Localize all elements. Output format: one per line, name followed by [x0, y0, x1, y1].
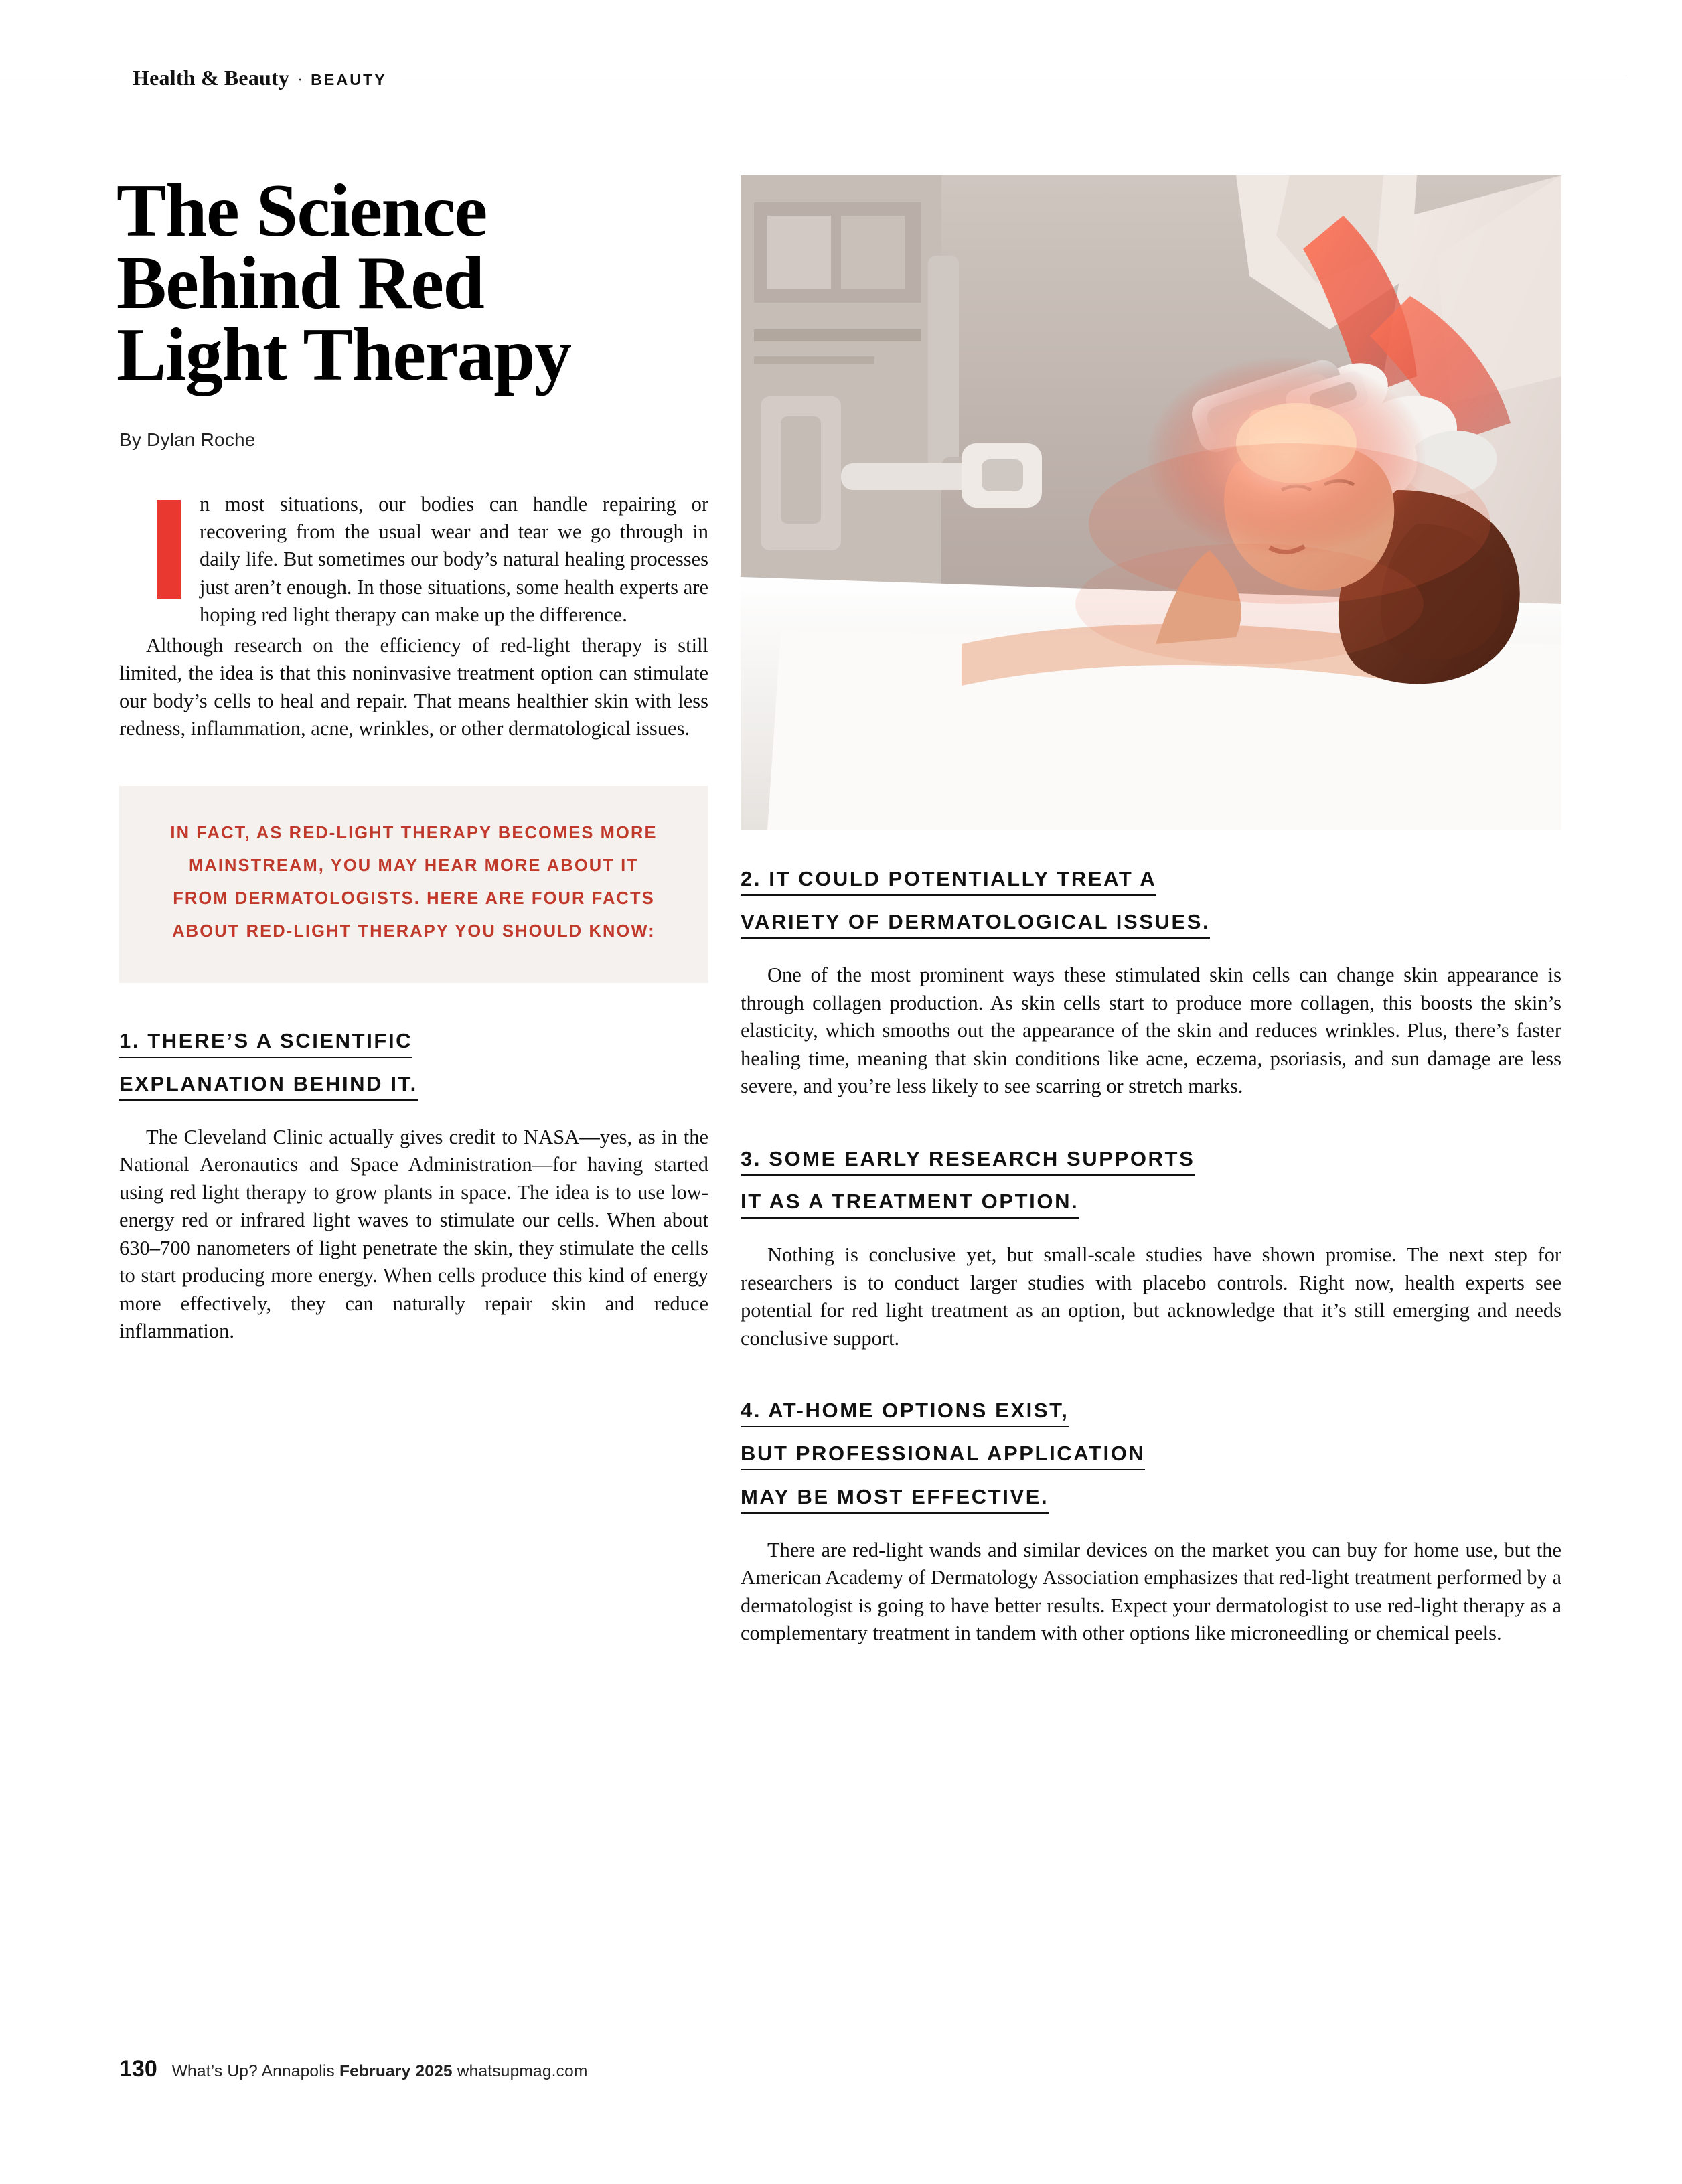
- running-head-kicker: [118, 66, 402, 90]
- section-3-heading: [741, 1142, 1561, 1219]
- page-footer: [119, 2056, 588, 2082]
- running-head-separator: ·: [297, 71, 303, 89]
- section-4-heading-line-1: 4. AT-HOME OPTIONS EXIST,: [741, 1399, 1069, 1427]
- headline-line-2: Behind Red: [117, 241, 484, 325]
- headline-line-1: The Science: [117, 169, 487, 252]
- section-2-body: One of the most prominent ways these stimulated skin cells can change skin appearance is through collagen production. As skin cells start to produce more collagen, this boosts the skin’s elasticity, which smooths out the appearance of the skin and reduces wrinkles. Plus, there’s faster healing time, meaning that skin conditions like acne, eczema, psoriasis, and sun damage are less severe, and you’re less likely to see scarring or stretch marks.: [741, 963, 1561, 1098]
- section-4-heading-line-2: BUT PROFESSIONAL APPLICATION: [741, 1441, 1145, 1470]
- page-title: [117, 169, 708, 397]
- section-3-heading-line-2: IT AS A TREATMENT OPTION.: [741, 1190, 1079, 1219]
- headline-line-3: Light Therapy: [117, 313, 571, 397]
- page-number: 130: [119, 2056, 157, 2082]
- footer-meta: [172, 2062, 588, 2081]
- second-paragraph: Although research on the efficiency of red-light therapy is still limited, the idea is that this noninvasive treatment option can stimulate our body’s cells to heal and repair. That means healthier skin with less redness, inflammation, acne, wrinkles, or other dermatological issues.: [119, 633, 708, 740]
- article-photo: [741, 175, 1561, 830]
- running-head-section-sans: BEAUTY: [311, 70, 387, 88]
- pull-quote-text: IN FACT, AS RED-LIGHT THERAPY BECOMES MORE MAINSTREAM, YOU MAY HEAR MORE ABOUT IT FROM DERMATOLOGISTS. HERE ARE FOUR FACTS ABOUT RED-LIGHT THERAPY YOU SHOULD KNOW:: [170, 823, 658, 941]
- intro-block: [119, 491, 708, 743]
- section-1-heading-line-2: EXPLANATION BEHIND IT.: [119, 1072, 418, 1101]
- section-2-heading: [741, 862, 1561, 939]
- section-2-heading-line-2: VARIETY OF DERMATOLOGICAL ISSUES.: [741, 910, 1210, 939]
- footer-issue: February 2025: [339, 2062, 453, 2080]
- footer-magazine: What’s Up? Annapolis: [171, 2062, 335, 2080]
- section-3-body: Nothing is conclusive yet, but small-scale studies have shown promise. The next step for researchers is to conduct larger studies with placebo controls. Right now, health experts see potential for red light treatment as an option, but acknowledge that it’s still emerging and needs conclusive support.: [741, 1243, 1561, 1350]
- section-4-heading: [741, 1394, 1561, 1514]
- drop-cap: [157, 500, 181, 599]
- section-1-body: The Cleveland Clinic actually gives credit to NASA—yes, as in the National Aeronautics and Space Administration—for having started using red light therapy to grow plants in space. The idea is to use low-energy red or infrared light waves to stimulate our cells. When about 630–700 nanometers of light penetrate the skin, they stimulate the cells to start producing more energy. When cells produce this kind of energy more effectively, they can naturally repair skin and reduce inflammation.: [119, 1125, 708, 1343]
- running-head-section-serif: Health & Beauty: [133, 65, 290, 90]
- pull-quote-box: [119, 786, 708, 983]
- section-1-heading: [119, 1024, 708, 1101]
- left-column: [117, 169, 708, 1346]
- photo-illustration: [741, 175, 1561, 830]
- byline: By Dylan Roche: [119, 428, 256, 450]
- section-3-heading-line-1: 3. SOME EARLY RESEARCH SUPPORTS: [741, 1147, 1195, 1176]
- footer-website: whatsupmag.com: [457, 2062, 588, 2080]
- section-4-body: There are red-light wands and similar devices on the market you can buy for home use, but the American Academy of Dermatology Association emphasizes that red-light treatment performed by a dermatologist is going to have better results. Expect your dermatologist to use red-light therapy as a complementary treatment in tandem with other options like microneedling or chemical peels.: [741, 1538, 1561, 1645]
- intro-paragraph: n most situations, our bodies can handle repairing or recovering from the usual wear and tear we go through in daily life. But sometimes our body’s natural healing processes just aren’t enough. In those situations, some health experts are hoping red light therapy can make up the difference.: [200, 492, 708, 627]
- section-1-heading-line-1: 1. THERE’S A SCIENTIFIC: [119, 1029, 412, 1058]
- section-4-heading-line-3: MAY BE MOST EFFECTIVE.: [741, 1485, 1049, 1514]
- right-column: [741, 862, 1561, 1648]
- section-2-heading-line-1: 2. IT COULD POTENTIALLY TREAT A: [741, 867, 1156, 896]
- running-head: [0, 64, 1682, 91]
